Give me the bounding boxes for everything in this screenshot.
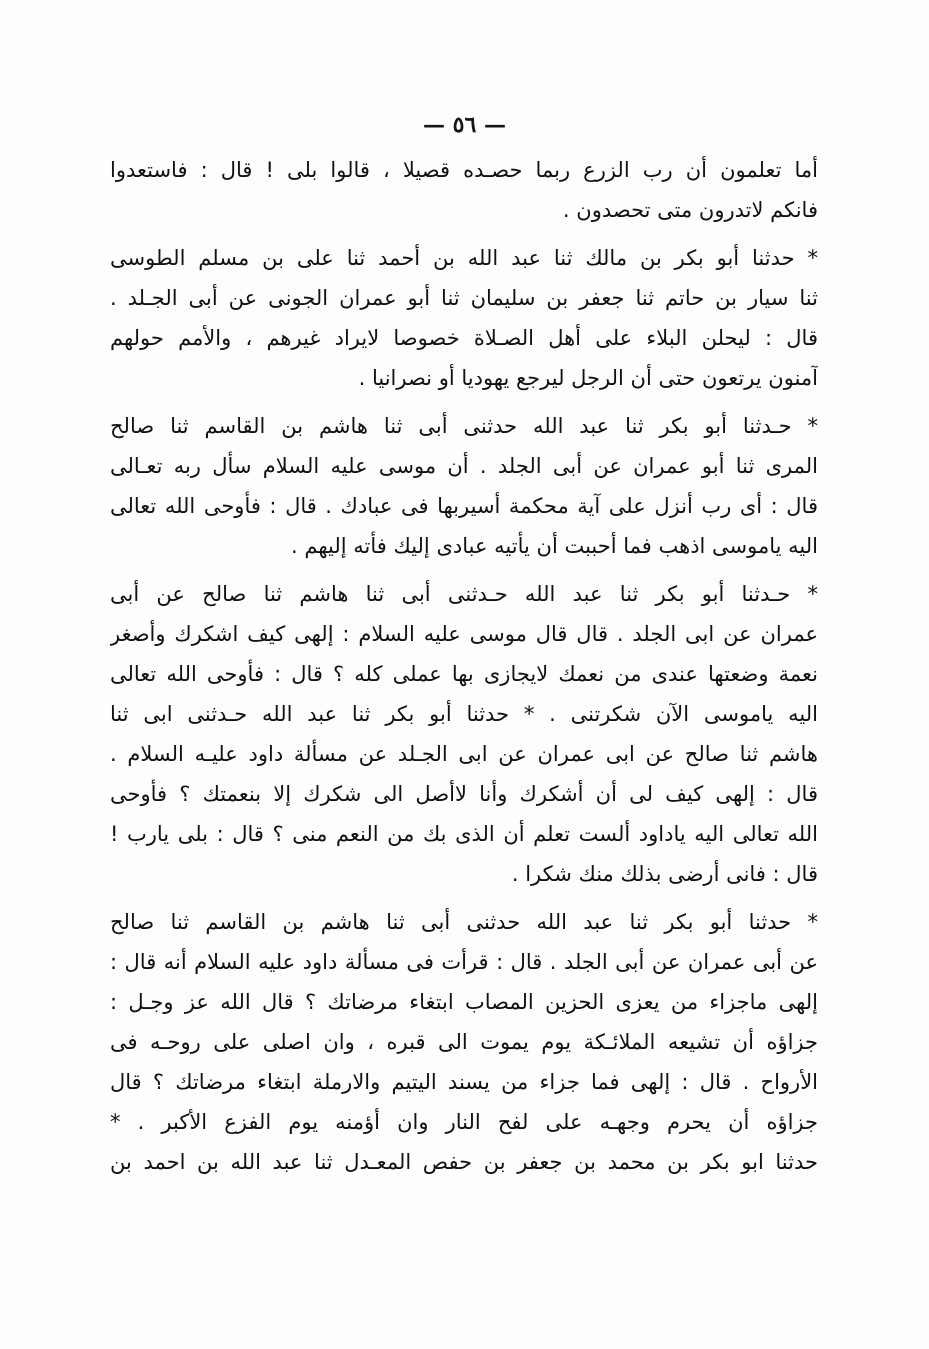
text-line: الله تعالى اليه ياداود ألست تعلم أن الذى بك من النعم منى ؟ قال : بلى يارب !: [110, 822, 818, 846]
text-line: فانكم لاتدرون متى تحصدون .: [562, 198, 818, 222]
paragraph: [110, 406, 818, 566]
text-line: قال : إلهى كيف لى أن أشكرك وأنا لاأصل الى شكرك إلا بنعمتك ؟ فأوحى: [110, 782, 818, 806]
text-line: اليه ياموسى الآن شكرتنى . * حدثنا أبو بكر ثنا عبد الله حـدثنى ابى ثنا: [110, 702, 818, 726]
paragraph: [110, 238, 818, 398]
text-line: * حـدثنا أبو بكر ثنا عبد الله حـدثنى أبى ثنا هاشم ثنا صالح عن أبى: [110, 582, 818, 606]
text-line: ثنا سيار بن حاتم ثنا جعفر بن سليمان ثنا أبو عمران الجونى عن أبى الجـلد .: [110, 286, 818, 310]
text-line: اليه ياموسى اذهب فما أحببت أن يأتيه عبادى إليك فأته إليهم .: [291, 534, 818, 558]
text-line: جزاؤه أن يحرم وجهـه على لفح النار وان أؤمنه يوم الفزع الأكبر . *: [110, 1110, 818, 1134]
text-line: حدثنا ابو بكر بن محمد بن جعفر بن حفص المعـدل ثنا عبد الله بن احمد بن: [110, 1150, 818, 1174]
text-line: * حـدثنا أبو بكر ثنا عبد الله حدثنى أبى ثنا هاشم بن القاسم ثنا صالح: [110, 414, 818, 438]
paragraph: [110, 150, 818, 230]
text-line: عمران عن ابى الجلد . قال قال موسى عليه السلام : إلهى كيف اشكرك وأصغر: [110, 622, 818, 646]
text-line: عن أبى عمران عن أبى الجلد . قال : قرأت فى مسألة داود عليه السلام أنه قال :: [110, 950, 818, 974]
text-line: * حدثنا أبو بكر بن مالك ثنا عبد الله بن أحمد ثنا على بن مسلم الطوسى: [110, 246, 818, 270]
text-line: قال : فانى أرضى بذلك منك شكرا .: [511, 862, 818, 886]
paragraph: [110, 574, 818, 894]
paragraph: [110, 902, 818, 1182]
text-line: إلهى ماجزاء من يعزى الحزين المصاب ابتغاء مرضاتك ؟ قال الله عز وجـل :: [110, 990, 818, 1014]
text-line: قال : أى رب أنزل على آية محكمة أسيربها فى عبادك . قال : فأوحى الله تعالى: [110, 494, 818, 518]
text-line: * حدثنا أبو بكر ثنا عبد الله حدثنى أبى ثنا هاشم بن القاسم ثنا صالح: [110, 910, 818, 934]
text-line: آمنون يرتعون حتى أن الرجل ليرجع يهوديا أو نصرانيا .: [358, 366, 818, 390]
text-line: المرى ثنا أبو عمران عن أبى الجلد . أن موسى عليه السلام سأل ربه تعـالى: [110, 454, 818, 478]
text-line: الأرواح . قال : إلهى فما جزاء من يسند اليتيم والارملة ابتغاء مرضاتك ؟ قال: [110, 1070, 818, 1094]
text-line: جزاؤه أن تشيعه الملائـكة يوم يموت الى قبره ، وان اصلى على روحـه فى: [110, 1030, 818, 1054]
text-line: أما تعلمون أن رب الزرع ربما حصـده قصيلا ، قالوا بلى ! قال : فاستعدوا: [110, 158, 818, 182]
text-line: هاشم ثنا صالح عن ابى عمران عن ابى الجـلد عن مسألة داود عليـه السلام .: [110, 742, 818, 766]
text-line: نعمة وضعتها عندى من نعمك لايجازى بها عملى كله ؟ قال : فأوحى الله تعالى: [110, 662, 818, 686]
text-line: قال : ليحلن البلاء على أهل الصـلاة خصوصا لايراد غيرهم ، والأمم حولهم: [110, 326, 818, 350]
body-text: [110, 150, 818, 1182]
page-number: — ٥٦ —: [423, 112, 506, 138]
